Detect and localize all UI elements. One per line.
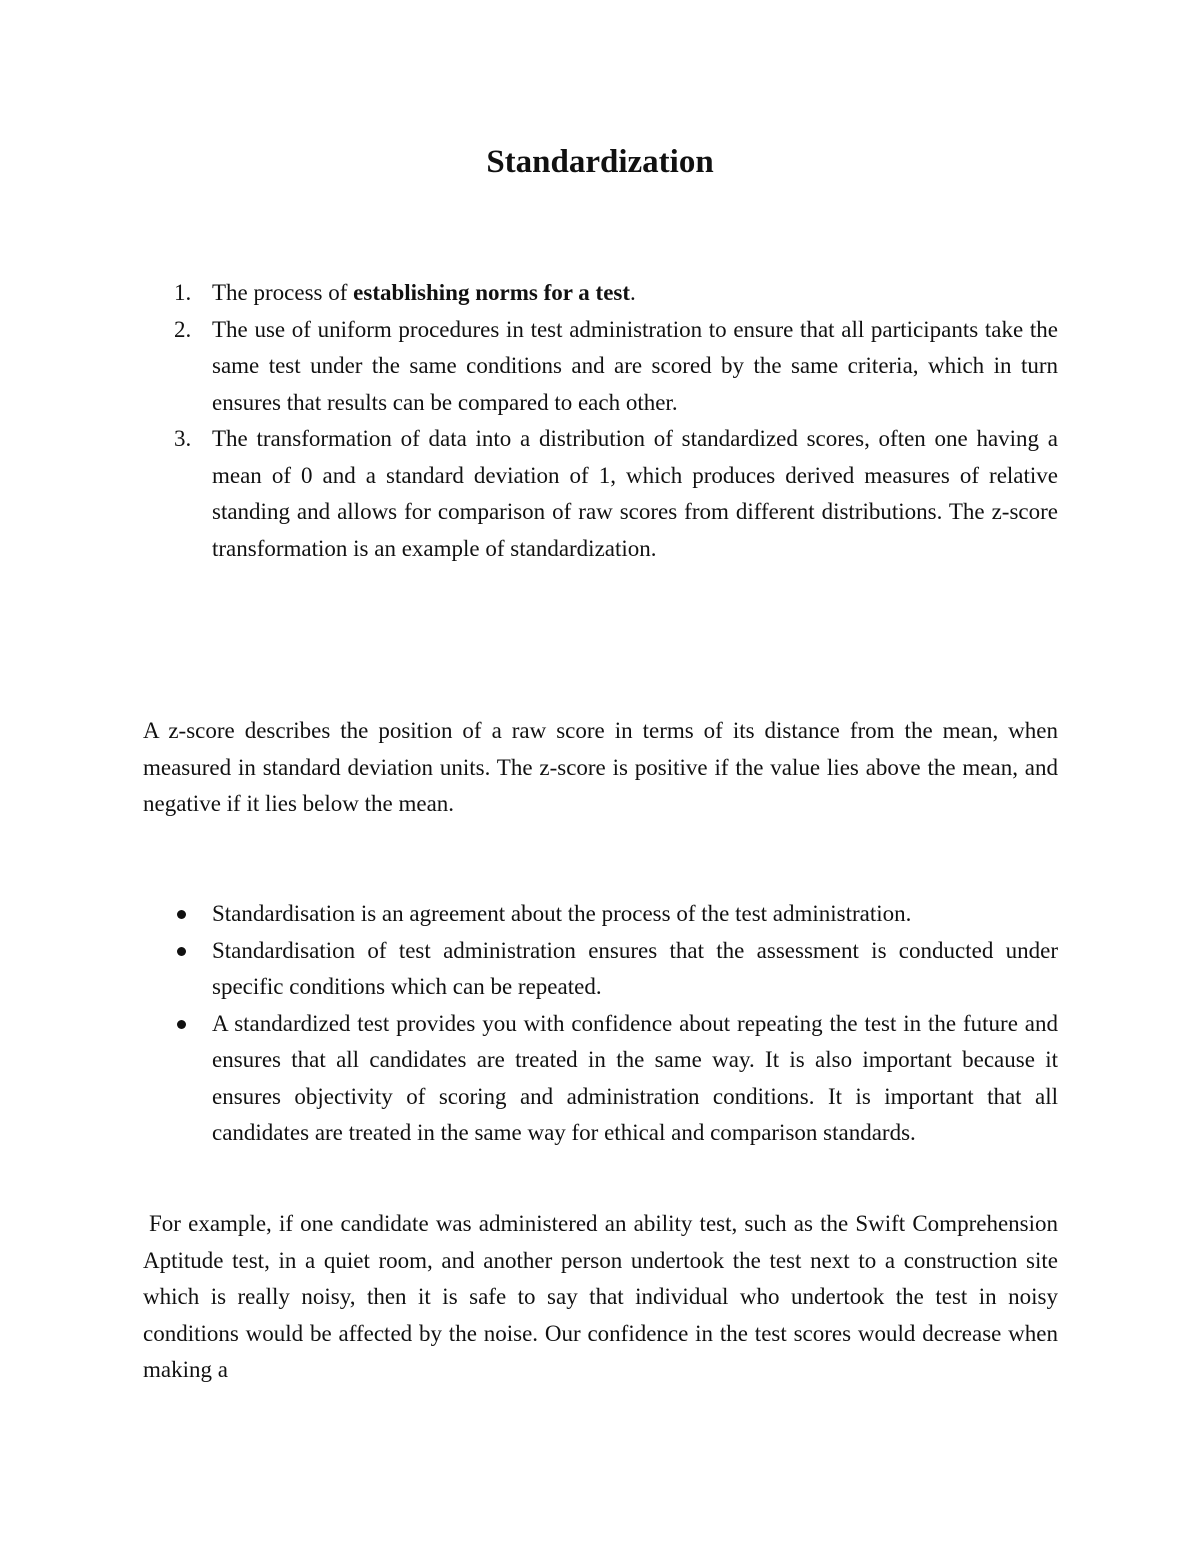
list-item-text: The process of [212,280,354,305]
bullet-list-item [212,896,1058,933]
bullet-list-item [212,933,1058,1006]
list-marker: 2. [174,316,192,342]
zscore-paragraph: A z-score describes the position of a raw score in terms of its distance from the mean, when measured in standard deviation units. The z-score is positive if the value lies above the mean, and negative if it lies below the mean. [143,718,1058,816]
list-item-text: The transformation of data into a distribution of standardized scores, often one having a mean of 0 and a standard deviation of 1, which produces derived measures of relative standing and allows for comparison of raw scores from different distributions. The z-score transformation is an example of standardization. [212,426,1058,561]
bullet-text: Standardisation of test administration ensures that the assessment is conducted under specific conditions which can be repeated. [212,937,1058,999]
bullet-list [0,896,1200,1152]
list-marker: 1. [174,280,192,305]
list-marker: 3. [174,426,192,451]
bullet-list-item [212,1006,1058,1152]
list-item-text: The use of uniform procedures in test administration to ensure that all participants take the same test under the same conditions and are scored by the same criteria, which in turn ensures that results can be compared to each other. [212,316,1058,415]
example-paragraph: For example, if one candidate was administered an ability test, such as the Swift Comprehension Aptitude test, in a quiet room, and another person undertook the test next to a construction site which is really noisy, then it is safe to say that individual who undertook the test in noisy conditions would be affected by the noise. Our confidence in the test scores would decrease when making a [143,1211,1058,1382]
numbered-list-item [174,421,1058,567]
numbered-list-item [174,312,1058,422]
bullet-icon [177,1020,186,1029]
page-title: Standardization [486,144,714,180]
bullet-text: Standardisation is an agreement about the process of the test administration. [212,901,912,926]
bullet-text: A standardized test provides you with confidence about repeating the test in the future and ensures that all candidates are treated in the same way. It is also important because it ensures objectivity of scoring and administration conditions. It is important that all candidates are treated in the same way for ethical and comparison standards. [212,1010,1058,1145]
numbered-list [0,275,1200,567]
list-item-bold-text: establishing norms for a test [353,280,631,305]
bullet-icon [177,947,186,956]
list-item-text-end: . [630,280,636,305]
bullet-icon [177,910,186,919]
numbered-list-item [174,275,1058,312]
